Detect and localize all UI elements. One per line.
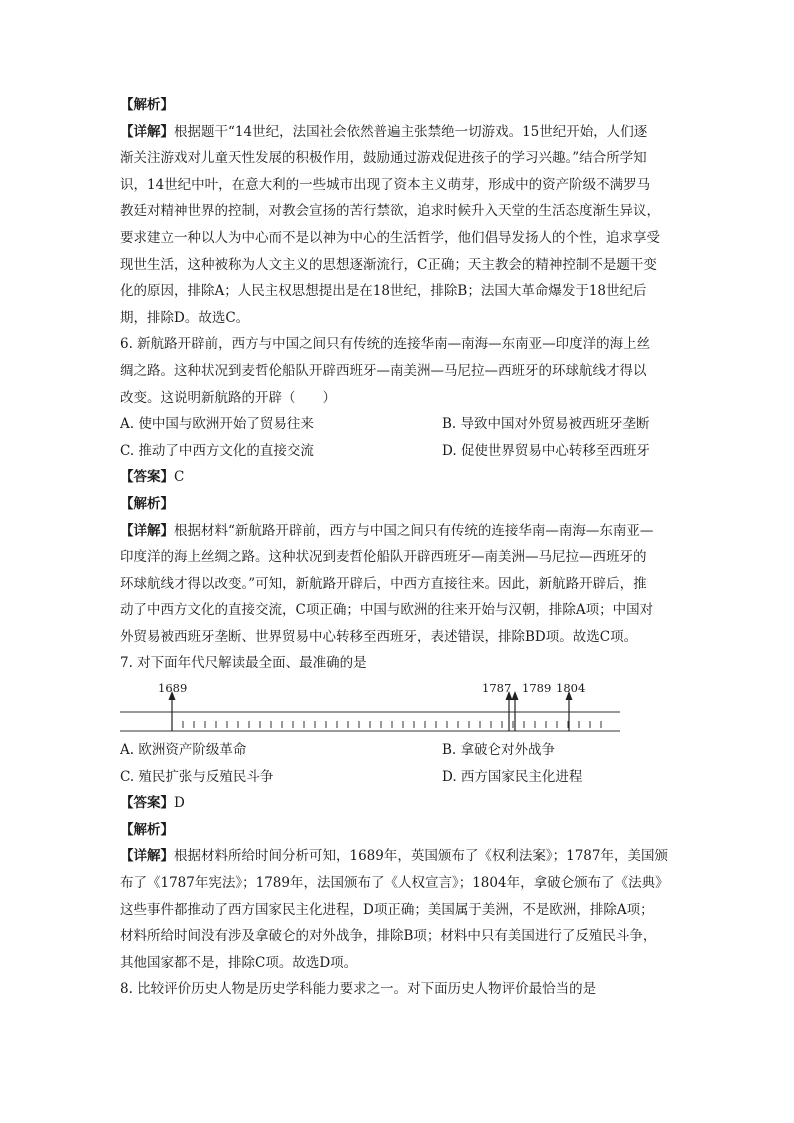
detail-line: 教廷对精神世界的控制，对教会宣扬的苦行禁欲，追求时候升入天堂的生活态度渐生异议， [120,203,660,220]
question-7-options-row [120,764,680,791]
detail-line: 动了中西方文化的直接交流，C项正确；中国与欧洲的往来开始与汉朝，排除A项；中国对 [120,602,654,619]
detail-line: 【详解】根据材料“新航路开辟前，西方与中国之间只有传统的连接华南—南海—东南亚— [120,522,654,539]
question-7-options-row [120,737,680,764]
answer-line [120,790,680,817]
detail-line: 这些事件都推动了西方国家民主化进程，D项正确；美国属于美洲，不是欧洲，排除A项； [120,901,654,918]
detail-line: 现世生活，这种被称为人文主义的思想逐渐流行，C正确；天主教会的精神控制不是题干变 [120,256,657,273]
detail-tag: 【详解】 [120,848,174,865]
timeline-year-label: 1804 [556,681,586,696]
timeline-year-label: 1789 [522,681,552,696]
detail-line: 渐关注游戏对儿童天性发展的积极作用，鼓励通过游戏促进孩子的学习兴趣。”结合所学知 [120,150,647,167]
detail-line: 外贸易被西班牙垄断、世界贸易中心转移至西班牙，表述错误，排除BD项。故选C项。 [120,628,638,645]
detail-line: 布了《1787年宪法》；1789年，法国颁布了《人权宣言》；1804年，拿破仑颁布了《法典》 [120,875,669,892]
answer-line [120,464,680,491]
question-8-stem: 8. 比较评价历史人物是历史学科能力要求之一。对下面历史人物评价最恰当的是 [120,981,597,998]
answer-value: C [174,469,185,486]
detail-line: 【详解】根据材料所给时间分析可知，1689年，英国颁布了《权利法案》；1787年，美国颁 [120,848,668,865]
detail-tag: 【详解】 [120,123,174,140]
analysis-heading: 【解析】 [120,495,174,512]
detail-line: 要求建立一种以人为中心而不是以神为中心的生活哲学，他们倡导发扬人的个性，追求享受 [120,229,660,246]
question-7-stem: 7. 对下面年代尺解读最全面、最准确的是 [120,655,367,672]
question-6-options-row [120,438,680,465]
analysis-heading: 【解析】 [120,821,174,838]
question-6-options-row [120,411,680,438]
timeline-figure [120,677,680,737]
detail-line: 【详解】根据题干“14世纪，法国社会依然普遍主张禁绝一切游戏。15世纪开始，人们逐 [120,123,648,140]
timeline-year-label: 1787 [482,681,512,696]
detail-line: 印度洋的海上丝绸之路。这种状况到麦哲伦船队开辟西班牙—南美洲—马尼拉—西班牙的 [120,549,647,566]
option-d: D. 西方国家民主化进程 [442,768,583,785]
detail-line: 材料所给时间没有涉及拿破仑的对外战争，排除B项；材料中只有美国进行了反殖民斗争， [120,928,657,945]
answer-value: D [174,795,185,812]
option-b: B. 导致中国对外贸易被西班牙垄断 [442,416,650,433]
question-6-stem: 绸之路。这种状况到麦哲伦船队开辟西班牙—南美洲—马尼拉—西班牙的环球航线才得以 [120,362,647,379]
answer-tag: 【答案】 [120,469,174,486]
detail-line: 其他国家都不是，排除C项。故选D项。 [120,954,358,971]
question-6-stem: 6. 新航路开辟前，西方与中国之间只有传统的连接华南—南海—东南亚—印度洋的海上丝 [120,336,651,353]
analysis-heading: 【解析】 [120,97,174,113]
detail-line: 环球航线才得以改变。”可知，新航路开辟后，中西方直接往来。因此，新航路开辟后，推 [120,575,647,592]
option-c: C. 殖民扩张与反殖民斗争 [120,768,274,785]
document-page [120,92,680,1003]
option-b: B. 拿破仑对外战争 [442,742,556,759]
answer-tag: 【答案】 [120,795,174,812]
detail-line: 期，排除D。故选C。 [120,309,250,326]
timeline-svg [120,677,680,737]
option-a: A. 欧洲资产阶级革命 [120,742,247,759]
timeline-year-label: 1689 [158,681,188,696]
detail-line: 化的原因，排除A；人民主权思想提出是在18世纪，排除B；法国大革命爆发于18世纪后 [120,283,647,300]
option-d: D. 促使世界贸易中心转移至西班牙 [442,442,650,459]
option-a: A. 使中国与欧洲开始了贸易往来 [120,416,314,433]
timeline-arrow-head [512,691,519,700]
option-c: C. 推动了中西方文化的直接交流 [120,442,314,459]
detail-line: 识，14世纪中叶，在意大利的一些城市出现了资本主义萌芽，形成中的资产阶级不满罗马 [120,176,651,193]
detail-tag: 【详解】 [120,522,174,539]
question-6-stem: 改变。这说明新航路的开辟（ ） [120,389,336,406]
